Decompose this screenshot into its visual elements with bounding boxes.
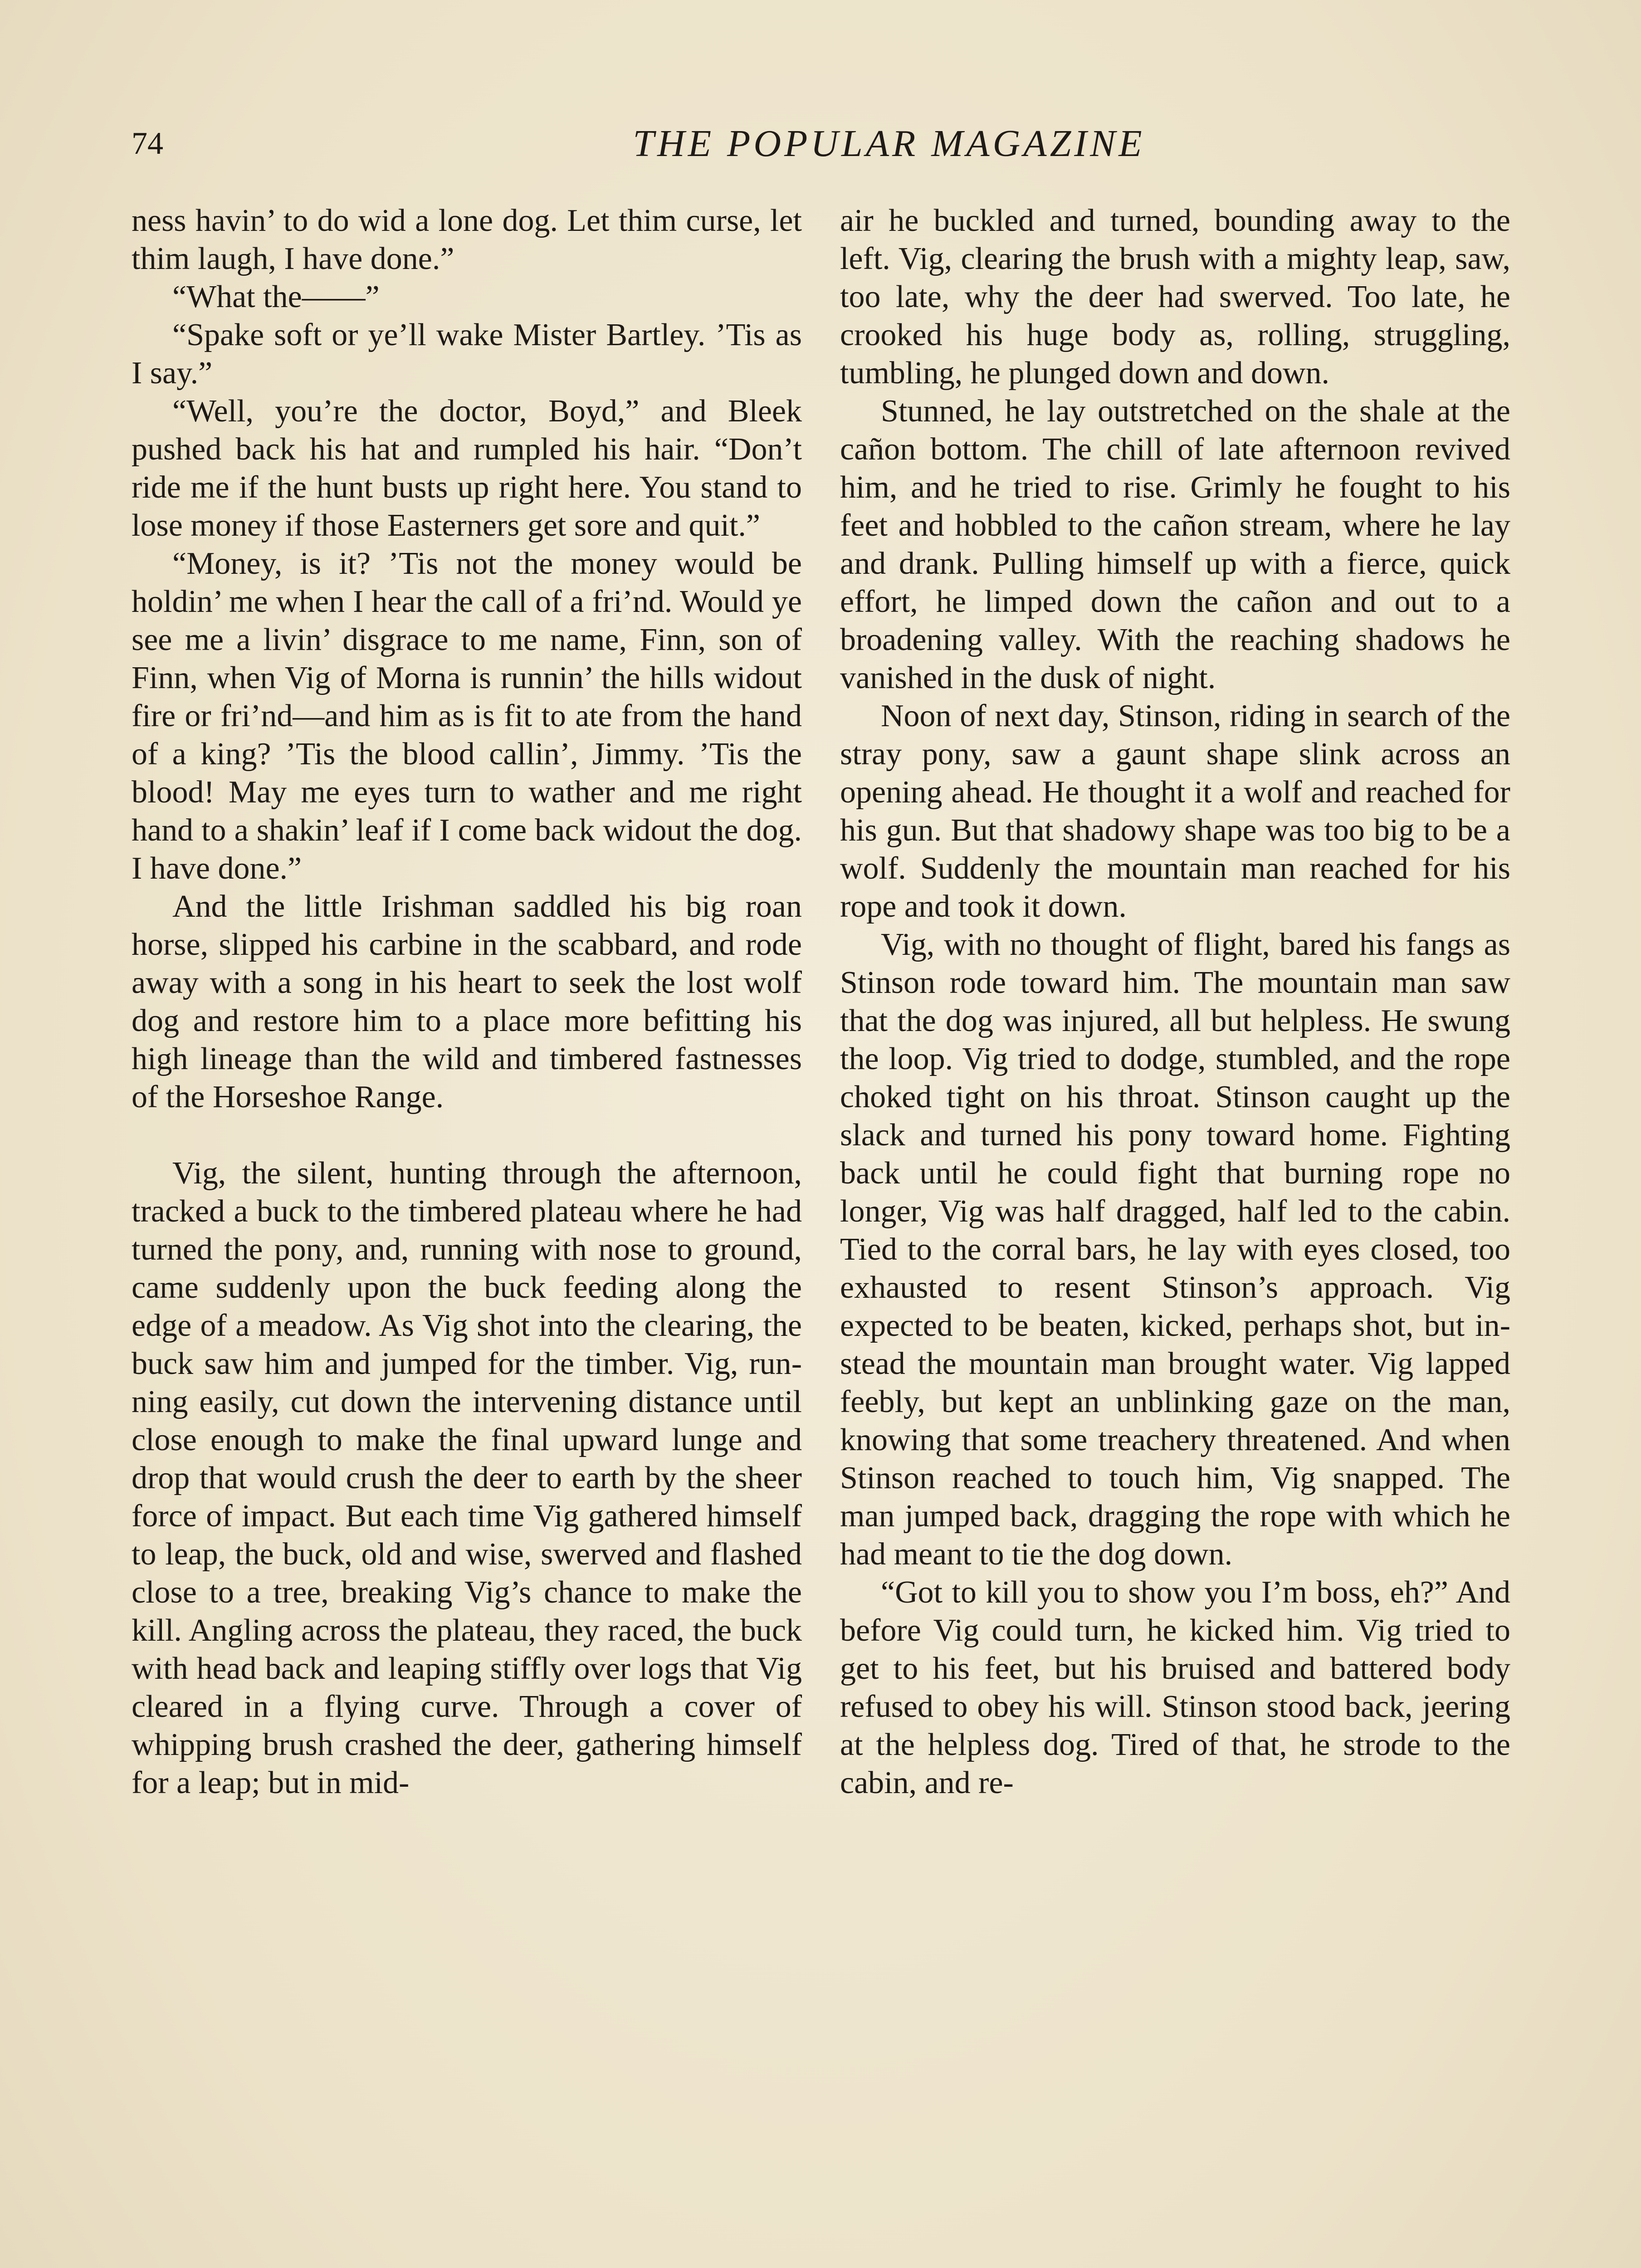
paragraph: “What the——” <box>172 279 380 314</box>
page-number: 74 <box>132 126 163 161</box>
right-column <box>840 202 1510 1802</box>
left-column <box>132 202 802 1802</box>
paragraph: “Money, is it? ’Tis not the money would be holdin’ me when I hear the call of a fri’nd. Would ye see me a livin’ disgrace to me name, Finn, son of Finn, when Vig of Morna is runnin’ the hills widout fire or fri’nd—and him as is fit to ate from the hand of a king? ’Tis the blood callin’, Jimmy. ’Tis the blood! May me eyes turn to wather and me right hand to a shakin’ leaf if I come back widout the dog. I have done.” <box>132 546 802 886</box>
paragraph: air he buckled and turned, bounding away to the left. Vig, clearing the brush with a mighty leap, saw, too late, why the deer had swerved. Too late, he crooked his huge body as, rolling, struggling, tumbling, he plunged down and down. <box>840 203 1510 391</box>
paragraph: And the little Irishman saddled his big roan horse, slipped his carbine in the scabbard, and rode away with a song in his heart to seek the lost wolf dog and restore him to a place more befitting his high lineage than the wild and timbered fastnesses of the Horseshoe Range. <box>132 889 802 1114</box>
paragraph: Vig, the silent, hunting through the afternoon, tracked a buck to the timbered plateau where he had turned the pony, and, running with nose to ground, came suddenly upon the buck feeding along the edge of a meadow. As Vig shot into the clearing, the buck saw him and jumped for the timber. Vig, running easily, cut down the intervening distance until close enough to make the final upward lunge and drop that would crush the deer to earth by the sheer force of impact. But each time Vig gathered himself to leap, the buck, old and wise, swerved and flashed close to a tree, breaking Vig’s chance to make the kill. Angling across the plateau, they raced, the buck with head back and leaping stiffly over logs that Vig cleared in a flying curve. Through a cover of whipping brush crashed the deer, gathering himself for a leap; but in mid- <box>132 1156 802 1800</box>
paragraph: ness havin’ to do wid a lone dog. Let thim curse, let thim laugh, I have done.” <box>132 203 802 276</box>
paragraph: “Got to kill you to show you I’m boss, eh?” And before Vig could turn, he kicked him. Vig tried to get to his feet, but his bruised and battered body refused to obey his will. Stinson stood back, jeering at the helpless dog. Tired of that, he strode to the cabin, and re- <box>840 1575 1510 1800</box>
paragraph: Stunned, he lay outstretched on the shale at the cañon bottom. The chill of late afternoon revived him, and he tried to rise. Grimly he fought to his feet and hobbled to the cañon stream, where he lay and drank. Pulling himself up with a fierce, quick effort, he limped down the cañon and out to a broadening valley. With the reaching shadows he vanished in the dusk of night. <box>840 394 1510 695</box>
page-header <box>132 119 1510 169</box>
paragraph: Vig, with no thought of flight, bared his fangs as Stinson rode toward him. The mountain man saw that the dog was injured, all but helpless. He swung the loop. Vig tried to dodge, stumbled, and the rope choked tight on his throat. Stinson caught up the slack and turned his pony toward home. Fighting back until he could fight that burning rope no longer, Vig was half dragged, half led to the cabin. Tied to the corral bars, he lay with eyes closed, too exhausted to resent Stinson’s approach. Vig expected to be beaten, kicked, perhaps shot, but instead the mountain man brought water. Vig lapped feebly, but kept an unblinking gaze on the man, knowing that some treachery threatened. And when Stinson reached to touch him, Vig snapped. The man jumped back, dragging the rope with which he had meant to tie the dog down. <box>840 927 1510 1572</box>
paragraph: “Well, you’re the doctor, Boyd,” and Bleek pushed back his hat and rumpled his hair. “Don’t ride me if the hunt busts up right here. You stand to lose money if those Easterners get sore and quit.” <box>132 394 802 543</box>
paragraph: “Spake soft or ye’ll wake Mister Bartley. ’Tis as I say.” <box>132 318 802 391</box>
running-title: THE POPULAR MAGAZINE <box>633 122 1145 165</box>
paragraph: Noon of next day, Stinson, riding in search of the stray pony, saw a gaunt shape slink across an opening ahead. He thought it a wolf and reached for his gun. But that shadowy shape was too big to be a wolf. Suddenly the mountain man reached for his rope and took it down. <box>840 699 1510 924</box>
